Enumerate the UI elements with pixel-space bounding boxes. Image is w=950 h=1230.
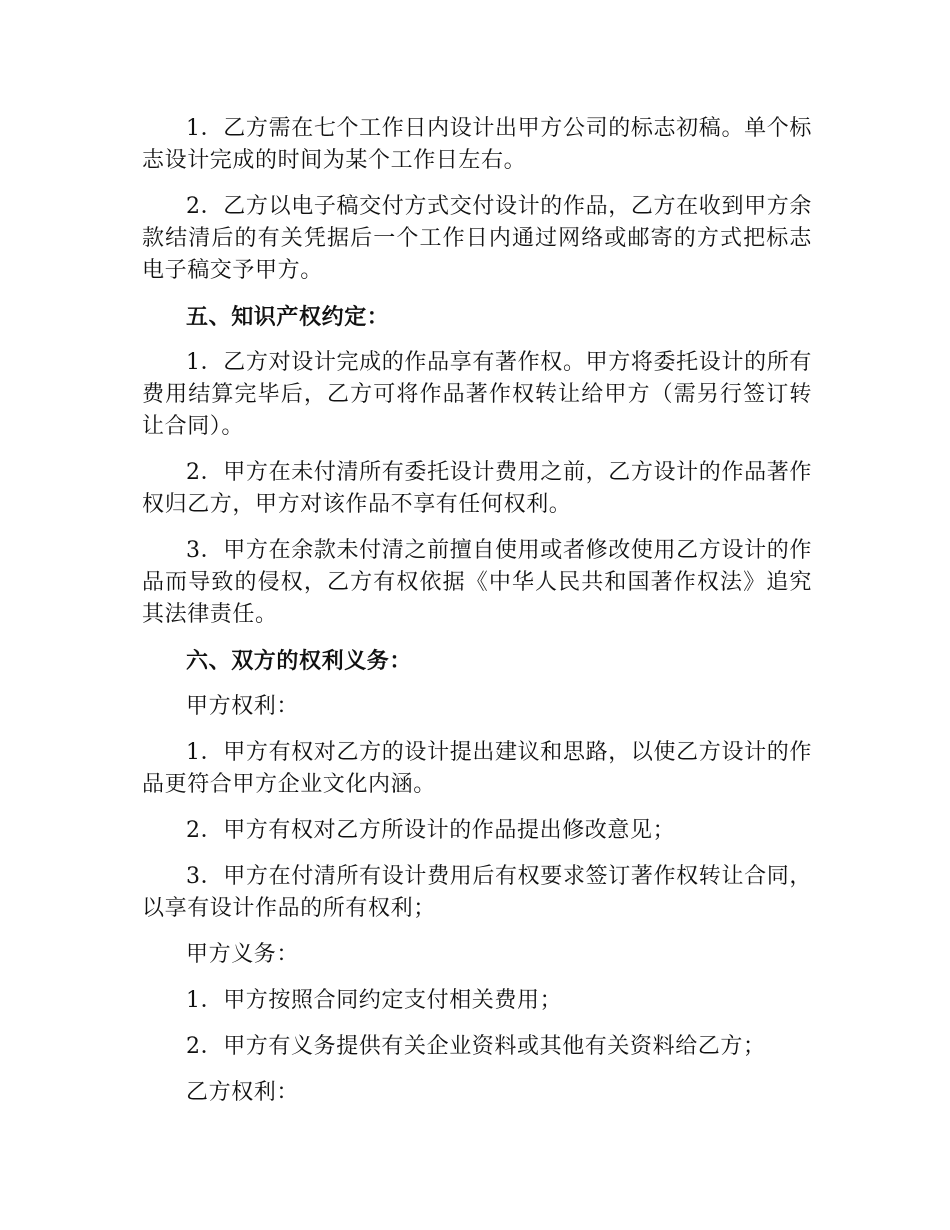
- subheading-party-a-rights: 甲方权利：: [186, 694, 300, 719]
- paragraph-8: 3．甲方在付清所有设计费用后有权要求签订著作权转让合同，以享有设计作品的所有权利；: [142, 864, 812, 921]
- paragraph-9: 1．甲方按照合同约定支付相关费用；: [186, 988, 563, 1013]
- paragraph-4: 2．甲方在未付清所有委托设计费用之前，乙方设计的作品著作权归乙方，甲方对该作品不享有任何权利。: [142, 460, 812, 517]
- paragraph-5: 3．甲方在余款未付清之前擅自使用或者修改使用乙方设计的作品而导致的侵权，乙方有权依据《中华人民共和国著作权法》追究其法律责任。: [142, 538, 812, 627]
- document-page: [142, 113, 812, 1123]
- section-heading-6: 六、双方的权利义务：: [186, 648, 413, 674]
- paragraph-7: 2．甲方有权对乙方所设计的作品提出修改意见；: [186, 818, 676, 843]
- paragraph-6: 1．甲方有权对乙方的设计提出建议和思路，以使乙方设计的作品更符合甲方企业文化内涵。: [142, 740, 812, 797]
- paragraph-10: 2．甲方有义务提供有关企业资料或其他有关资料给乙方；: [186, 1034, 766, 1059]
- paragraph-1: 1．乙方需在七个工作日内设计出甲方公司的标志初稿。单个标志设计完成的时间为某个工作日左右。: [142, 116, 812, 173]
- paragraph-3: 1．乙方对设计完成的作品享有著作权。甲方将委托设计的所有费用结算完毕后，乙方可将作品著作权转让给甲方（需另行签订转让合同）。: [142, 350, 812, 439]
- section-heading-5: 五、知识产权约定：: [186, 304, 390, 330]
- subheading-party-a-obligations: 甲方义务：: [186, 942, 300, 967]
- paragraph-2: 2．乙方以电子稿交付方式交付设计的作品，乙方在收到甲方余款结清后的有关凭据后一个工作日内通过网络或邮寄的方式把标志电子稿交予甲方。: [142, 194, 812, 283]
- subheading-party-b-rights: 乙方权利：: [186, 1080, 300, 1105]
